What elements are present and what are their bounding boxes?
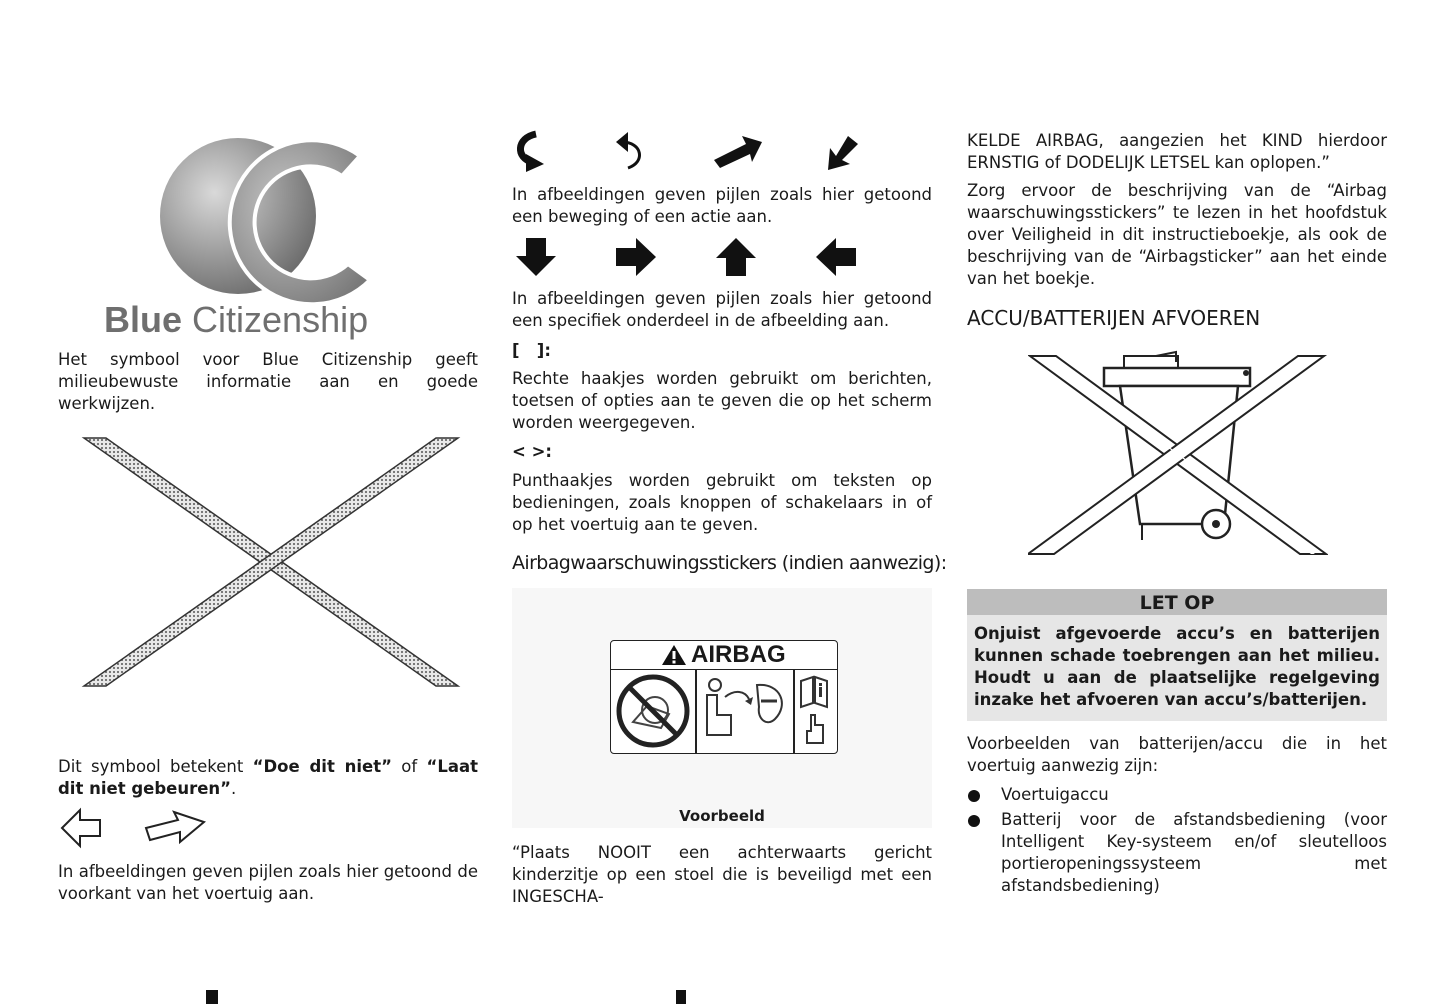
airbag-instruction-text: Zorg ervoor de beschrijving van de “Airbag waarschuwingsstickers” te lezen in het hoofdstuk over Veiligheid in dit instructieboekje, als ook de beschrijving van de “Airbagsticker” aan het einde van het boekje. — [967, 181, 1387, 288]
do-not-symbol-text — [58, 756, 478, 800]
airbag-sticker — [610, 640, 838, 754]
do-not-bold-1: “Doe dit niet” — [252, 757, 392, 776]
blue-citizenship-text: Het symbool voor Blue Citizenship geeft milieubewuste informatie aan en goede werkwijzen. — [58, 350, 478, 413]
battery-heading: ACCU/BATTERIJEN AFVOEREN — [967, 306, 1261, 330]
square-brackets-text: Rechte haakjes worden gebruikt om berichten, toetsen of opties aan te geven die op het scherm worden weergegeven. — [512, 369, 932, 432]
warning-triangle-icon — [661, 644, 687, 666]
front-arrows-text: In afbeeldingen geven pijlen zoals hier getoond de voorkant van het voertuig aan. — [58, 862, 478, 903]
airbag-heading: Airbagwaarschuwingsstickers (indien aanwezig): — [512, 552, 947, 574]
do-not-prefix: Dit symbool betekent — [58, 757, 253, 776]
diagonal-arrow-2-icon — [822, 134, 862, 172]
page-edge-mark-right — [676, 990, 686, 1004]
page-edge-mark-left — [206, 990, 218, 1004]
crossed-out-bin-icon — [1028, 348, 1328, 560]
curved-arrow-1-icon — [512, 130, 548, 174]
airbag-sticker-header — [611, 641, 837, 670]
arrow-up-icon — [714, 236, 758, 278]
logo-word-blue: Blue — [104, 299, 183, 340]
arrow-left-icon — [814, 236, 858, 278]
bullet-dot-1 — [968, 790, 980, 802]
airbag-quote-text: “Plaats NOOIT een achterwaarts gericht kinderzitje op een stoel die is beveiligd met een INGESCHA- — [512, 843, 932, 906]
caution-text: Onjuist afgevoerde accu’s en batterijen kunnen schade toebrengen aan het milieu. Houdt u aan de plaatselijke regelgeving inzake het afvoeren van accu’s/batterijen. — [974, 624, 1380, 709]
airbag-deploy-icon — [701, 675, 793, 747]
example-caption: Voorbeeld — [679, 807, 765, 825]
bullet-item-1: Voertuigaccu — [1001, 785, 1109, 804]
motion-arrows-text: In afbeeldingen geven pijlen zoals hier getoond een beweging of een actie aan. — [512, 185, 932, 226]
angle-brackets-label: < >: — [512, 442, 552, 461]
angle-brackets-text: Punthaakjes worden gebruikt om teksten op bedieningen, zoals knoppen of schakelaars in of op het voertuig aan te geven. — [512, 471, 932, 534]
bullet-item-2: Batterij voor de afstandsbediening (voor Intelligent Key-systeem en/of sleutelloos portieropeningssysteem met afstandsbediening) — [1001, 810, 1387, 895]
do-not-bold-2: “Laat dit niet gebeuren” — [58, 757, 478, 798]
curved-arrow-2-icon — [612, 130, 648, 174]
front-arrow-left-icon — [60, 806, 104, 850]
caution-header: LET OP — [967, 589, 1387, 615]
manual-info-icon — [797, 675, 833, 747]
diagonal-arrow-1-icon — [712, 134, 764, 170]
logo-word-citizenship: Citizenship — [192, 299, 369, 340]
bullet-dot-2 — [968, 815, 980, 827]
square-brackets-label: [ ]: — [512, 341, 551, 360]
do-not-symbol-icon — [80, 434, 462, 690]
part-arrows-text: In afbeeldingen geven pijlen zoals hier getoond een specifiek onderdeel in de afbeelding aan. — [512, 289, 932, 330]
do-not-suffix: . — [231, 779, 237, 798]
logo-wordmark — [104, 298, 368, 342]
battery-examples-intro: Voorbeelden van batterijen/accu die in het voertuig aanwezig zijn: — [967, 734, 1387, 775]
arrow-right-icon — [614, 236, 658, 278]
do-not-mid: of — [391, 757, 427, 776]
arrow-down-icon — [514, 236, 558, 278]
airbag-sticker-label: AIRBAG — [691, 641, 786, 668]
no-rear-facing-seat-icon — [611, 670, 695, 752]
airbag-quote-continued: KELDE AIRBAG, aangezien het KIND hierdoor ERNSTIG of DODELIJK LETSEL kan oplopen.” — [967, 131, 1387, 172]
front-arrow-diagonal-icon — [144, 808, 206, 844]
